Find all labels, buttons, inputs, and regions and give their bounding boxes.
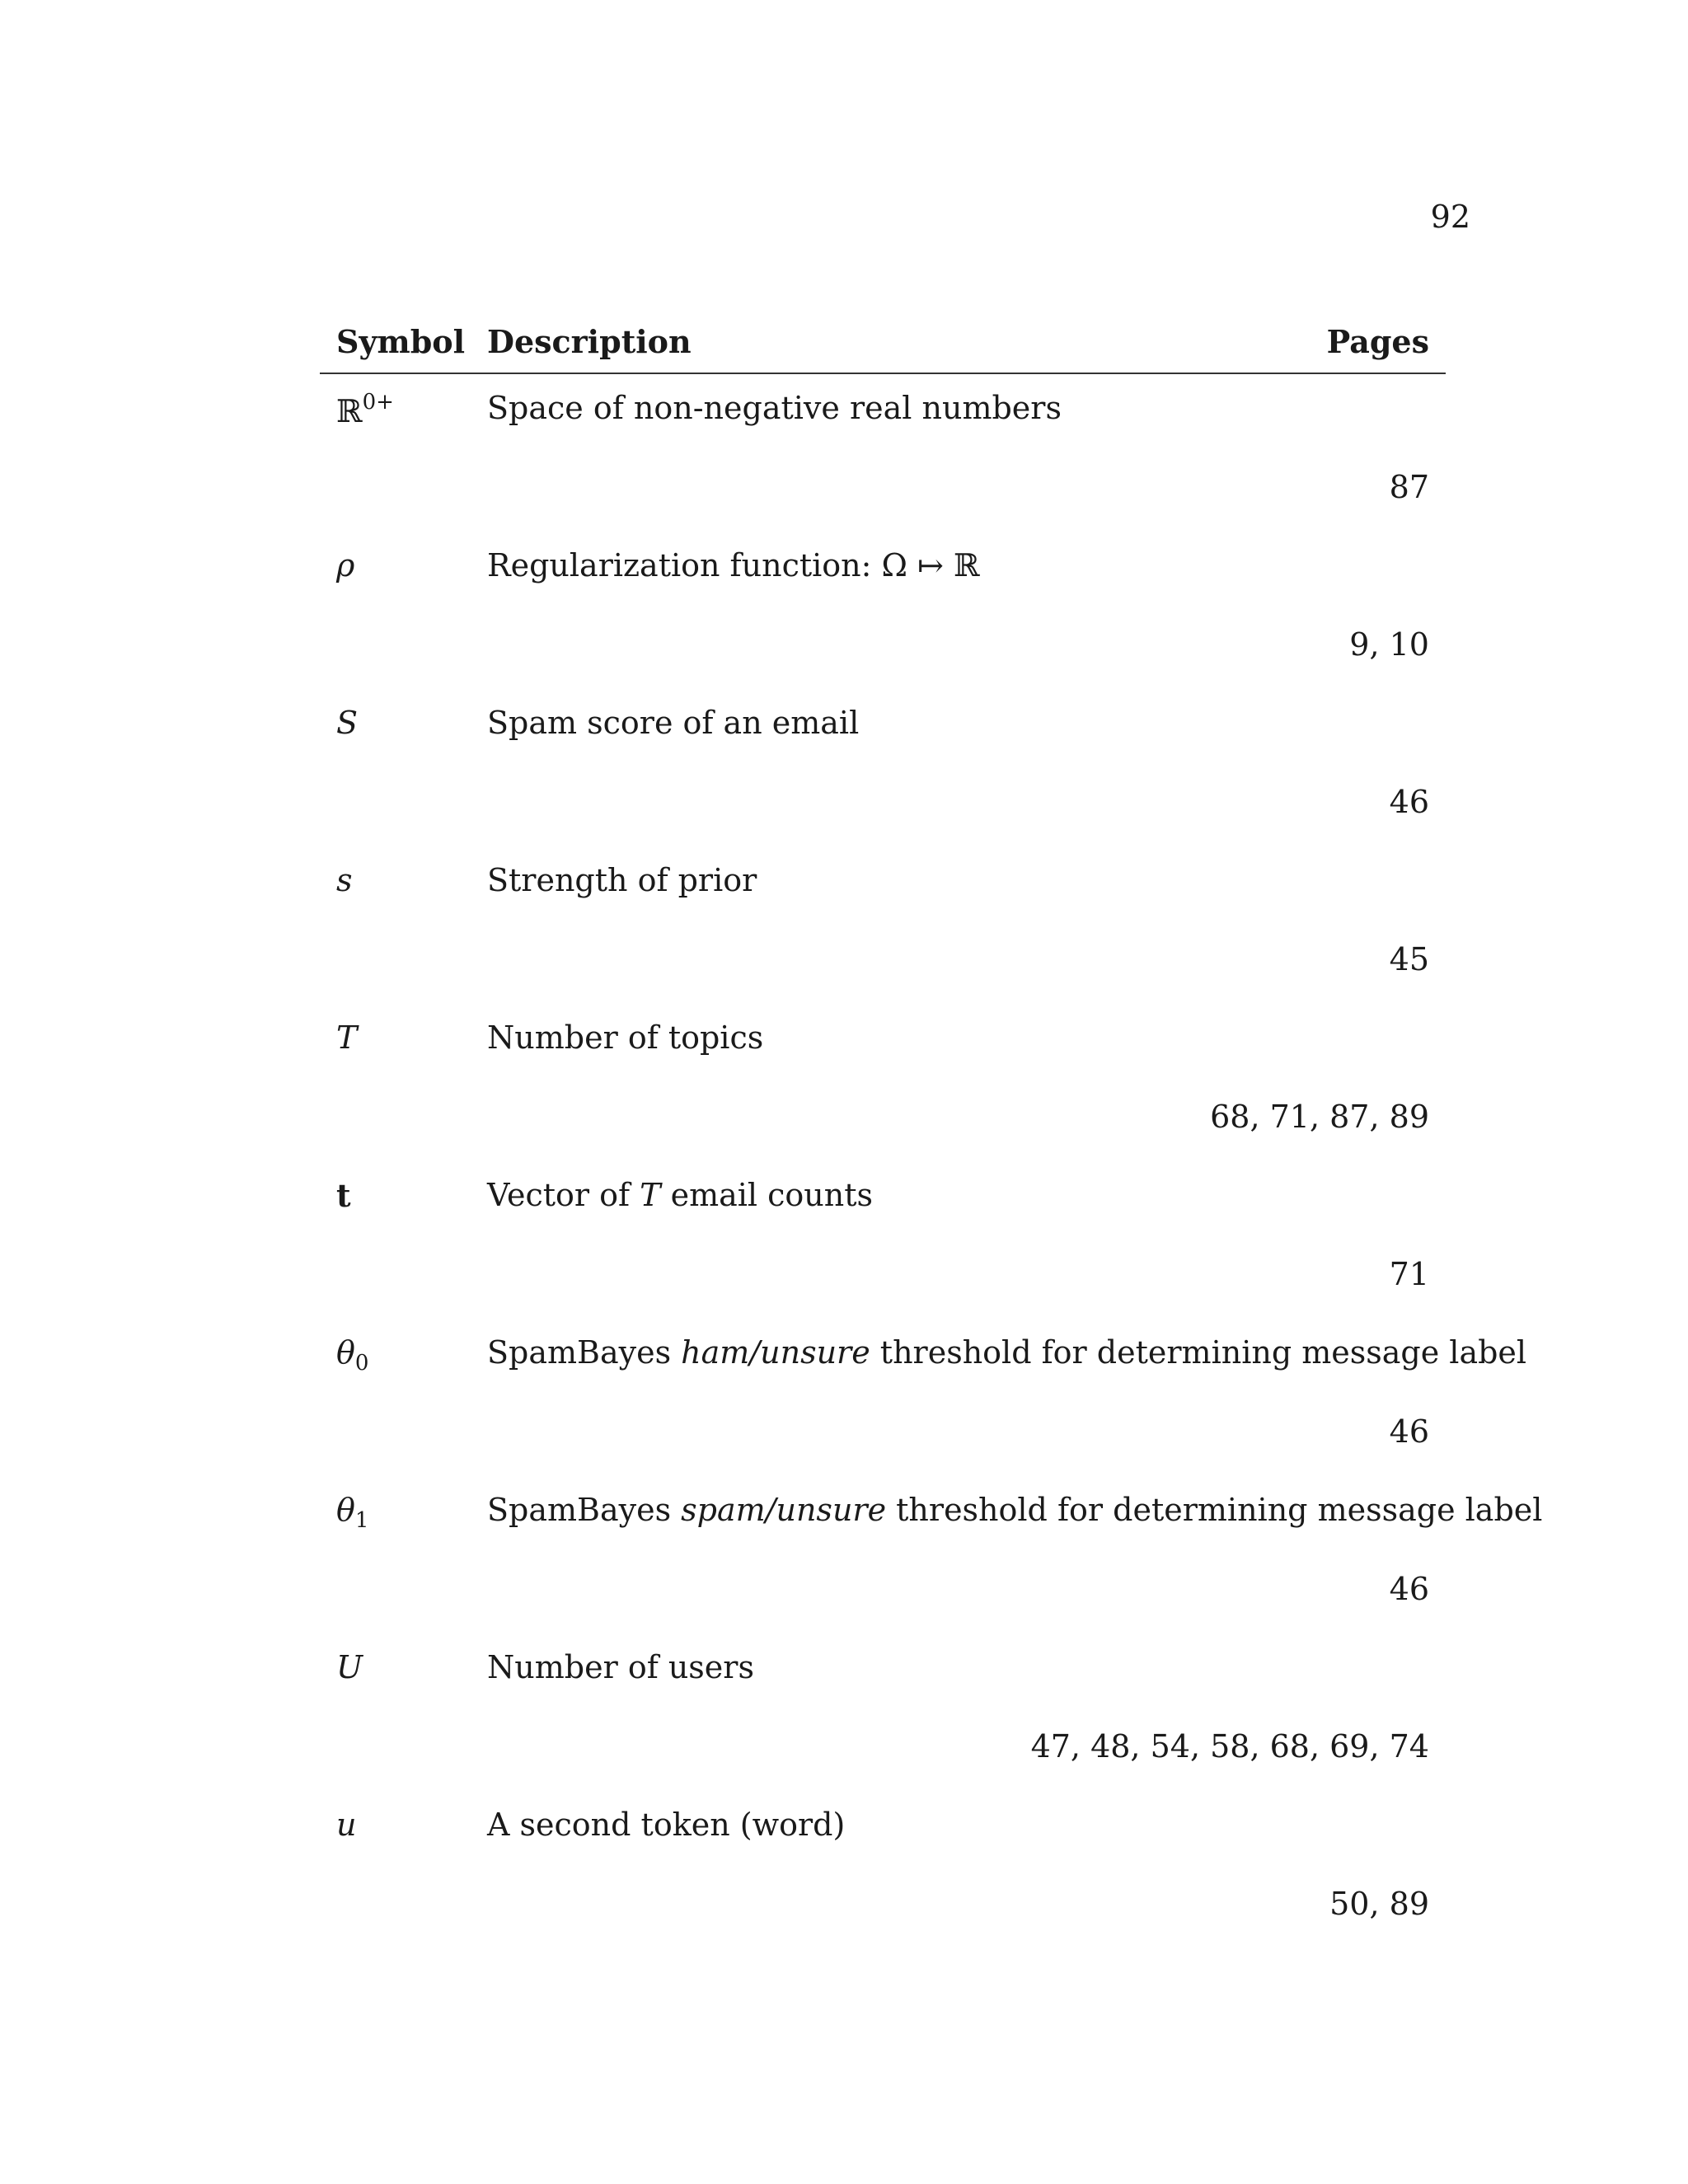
header-symbol: Symbol — [336, 323, 466, 360]
pages-cell: 9, 10 — [1349, 626, 1429, 663]
pages-cell: 47, 48, 54, 58, 68, 69, 74 — [1030, 1728, 1429, 1765]
pages-cell: 87 — [1389, 469, 1429, 505]
table-row — [320, 1649, 1446, 1807]
table-row — [320, 862, 1446, 1019]
header-description: Description — [487, 323, 692, 360]
table-header — [320, 313, 1446, 374]
table-row — [320, 1334, 1527, 1492]
pages-cell: 50, 89 — [1329, 1886, 1429, 1922]
description-cell: Regularization function: Ω ↦ ℝ — [487, 547, 980, 583]
table-row — [320, 1177, 1446, 1334]
symbol-cell: u — [336, 1807, 357, 1843]
pages-cell: 46 — [1389, 1571, 1429, 1607]
description-cell: Vector of T email counts — [487, 1177, 874, 1213]
table-row — [320, 705, 1446, 862]
page-number: 92 — [1430, 199, 1470, 235]
pages-cell: 46 — [1389, 784, 1429, 820]
symbol-table — [320, 313, 1543, 1964]
symbol-cell: ℝ$^{0+}$ — [336, 390, 394, 429]
pages-cell: 68, 71, 87, 89 — [1210, 1099, 1429, 1135]
description-cell: Strength of prior — [487, 862, 757, 898]
symbol-cell: $\theta_1$ — [336, 1492, 369, 1533]
pages-cell: 45 — [1389, 941, 1429, 977]
symbol-cell: t — [336, 1177, 351, 1214]
table-row — [320, 547, 1446, 705]
description-cell: Space of non-negative real numbers — [487, 390, 1062, 426]
pages-cell: 46 — [1389, 1413, 1429, 1450]
symbol-cell: ρ — [336, 547, 355, 583]
table-row — [320, 1492, 1543, 1649]
symbol-cell: S — [336, 705, 359, 741]
table-row — [320, 1019, 1446, 1177]
description-cell: A second token (word) — [487, 1807, 846, 1843]
description-cell: SpamBayes spam/unsure threshold for determining message label — [487, 1492, 1543, 1528]
table-row — [320, 1807, 1446, 1964]
symbol-cell: T — [336, 1019, 358, 1056]
pages-cell: 71 — [1389, 1256, 1429, 1292]
description-cell: SpamBayes ham/unsure threshold for determining message label — [487, 1334, 1527, 1371]
description-cell: Spam score of an email — [487, 705, 860, 741]
description-cell: Number of topics — [487, 1019, 764, 1056]
header-pages: Pages — [1326, 323, 1429, 360]
symbol-cell: U — [336, 1649, 363, 1685]
description-cell: Number of users — [487, 1649, 754, 1685]
symbol-cell: $\theta_0$ — [336, 1334, 369, 1376]
table-row — [320, 390, 1446, 547]
symbol-cell: s — [336, 862, 353, 898]
